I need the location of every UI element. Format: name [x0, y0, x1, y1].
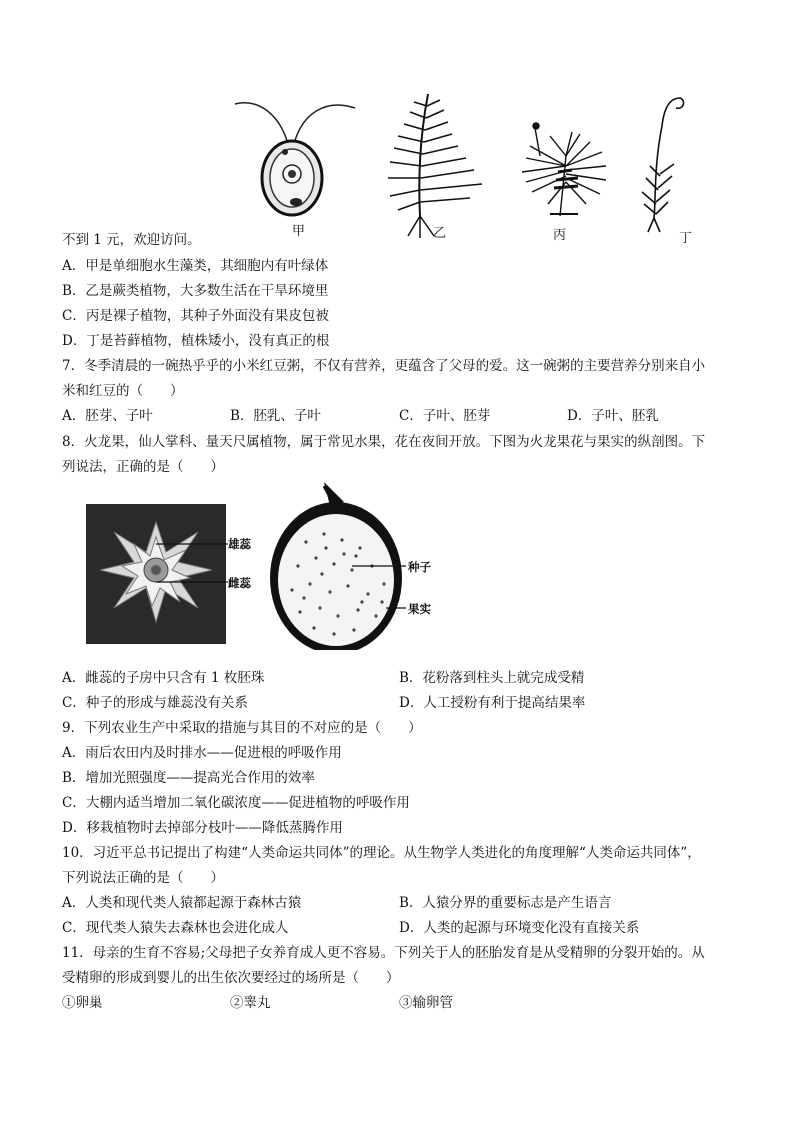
q7-option-a: A．胚芽、子叶: [62, 408, 153, 424]
q10-option-b: B．人猿分界的重要标志是产生语言: [399, 895, 612, 911]
q9-option-a: A．雨后农田内及时排水——促进根的呼吸作用: [62, 745, 342, 761]
q11-item-2: ②睾丸: [230, 995, 271, 1011]
q8-option-c: C．种子的形成与雄蕊没有关系: [62, 695, 248, 711]
q10-stem-line1: 10．习近平总书记提出了构建“人类命运共同体”的理论。从生物学人类进化的角度理解“人类命运共同体”，: [62, 845, 701, 861]
moss-illustration: [642, 98, 683, 232]
q8-stem-line2: 列说法，正确的是（ ）: [62, 459, 224, 475]
q9-option-b: B．增加光照强度——提高光合作用的效率: [62, 770, 315, 786]
q6-option-c: C．丙是裸子植物，其种子外面没有果皮包被: [62, 308, 329, 324]
q7-stem-line2: 米和红豆的（ ）: [62, 383, 184, 399]
q11-item-1: ①卵巢: [62, 995, 103, 1011]
q7-stem-line1: 7．冬季清晨的一碗热乎乎的小米红豆粥，不仅有营养，更蕴含了父母的爱。这一碗粥的主要营养分别来自小: [62, 358, 706, 374]
q6-option-a: A．甲是单细胞水生藻类，其细胞内有叶绿体: [62, 258, 329, 274]
q7-option-c: C．子叶、胚芽: [399, 408, 491, 424]
q11-stem-line1: 11．母亲的生育不容易;父母把子女养育成人更不容易。下列关于人的胚胎发育是从受精卵的分裂开始的。从: [62, 945, 705, 961]
q7-option-d: D．子叶、胚乳: [567, 408, 659, 424]
figure-label-jia: 甲: [292, 224, 306, 239]
figure-label-bing: 丙: [553, 228, 567, 243]
q6-option-b: B．乙是蕨类植物，大多数生活在干旱环境里: [62, 283, 329, 299]
q8-stem-line1: 8．火龙果，仙人掌科、量天尺属植物，属于常见水果，花在夜间开放。下图为火龙果花与果实的纵剖图。下: [62, 434, 706, 450]
conifer-illustration: [522, 123, 606, 216]
q11-stem-line2: 受精卵的形成到婴儿的出生依次要经过的场所是（ ）: [62, 970, 400, 986]
q11-item-3: ③输卵管: [399, 995, 453, 1011]
label-seed: 种子: [408, 560, 431, 574]
q8-option-d: D．人工授粉有利于提高结果率: [399, 695, 586, 711]
fern-illustration: [388, 94, 482, 238]
q8-option-b: B．花粉落到柱头上就完成受精: [399, 670, 585, 686]
q9-stem: 9．下列农业生产中采取的措施与其目的不对应的是（ ）: [62, 720, 422, 736]
q8-option-a: A．雌蕊的子房中只含有 1 枚胚珠: [62, 670, 265, 686]
q7-option-b: B．胚乳、子叶: [230, 408, 321, 424]
q10-stem-line2: 下列说法正确的是（ ）: [62, 870, 224, 886]
alga-cell-illustration: [235, 103, 355, 215]
q10-option-d: D．人类的起源与环境变化没有直接关系: [399, 920, 640, 936]
q6-option-d: D．丁是苔藓植物，植株矮小，没有真正的根: [62, 333, 330, 349]
figure-label-yi: 乙: [433, 226, 447, 241]
q9-option-d: D．移栽植物时去掉部分枝叶——降低蒸腾作用: [62, 820, 343, 836]
q10-option-c: C．现代类人猿失去森林也会进化成人: [62, 920, 289, 936]
q6-tail-text: 不到 1 元，欢迎访问。: [62, 232, 201, 248]
label-stamen: 雄蕊: [228, 537, 251, 551]
label-pistil: 雌蕊: [228, 576, 251, 590]
q10-option-a: A．人类和现代类人猿都起源于森林古猿: [62, 895, 302, 911]
q9-option-c: C．大棚内适当增加二氧化碳浓度——促进植物的呼吸作用: [62, 795, 410, 811]
label-fruit: 果实: [408, 602, 431, 616]
dragon-fruit-figure: [86, 482, 456, 650]
plant-figure: [230, 86, 700, 241]
figure-label-ding: 丁: [679, 231, 693, 246]
